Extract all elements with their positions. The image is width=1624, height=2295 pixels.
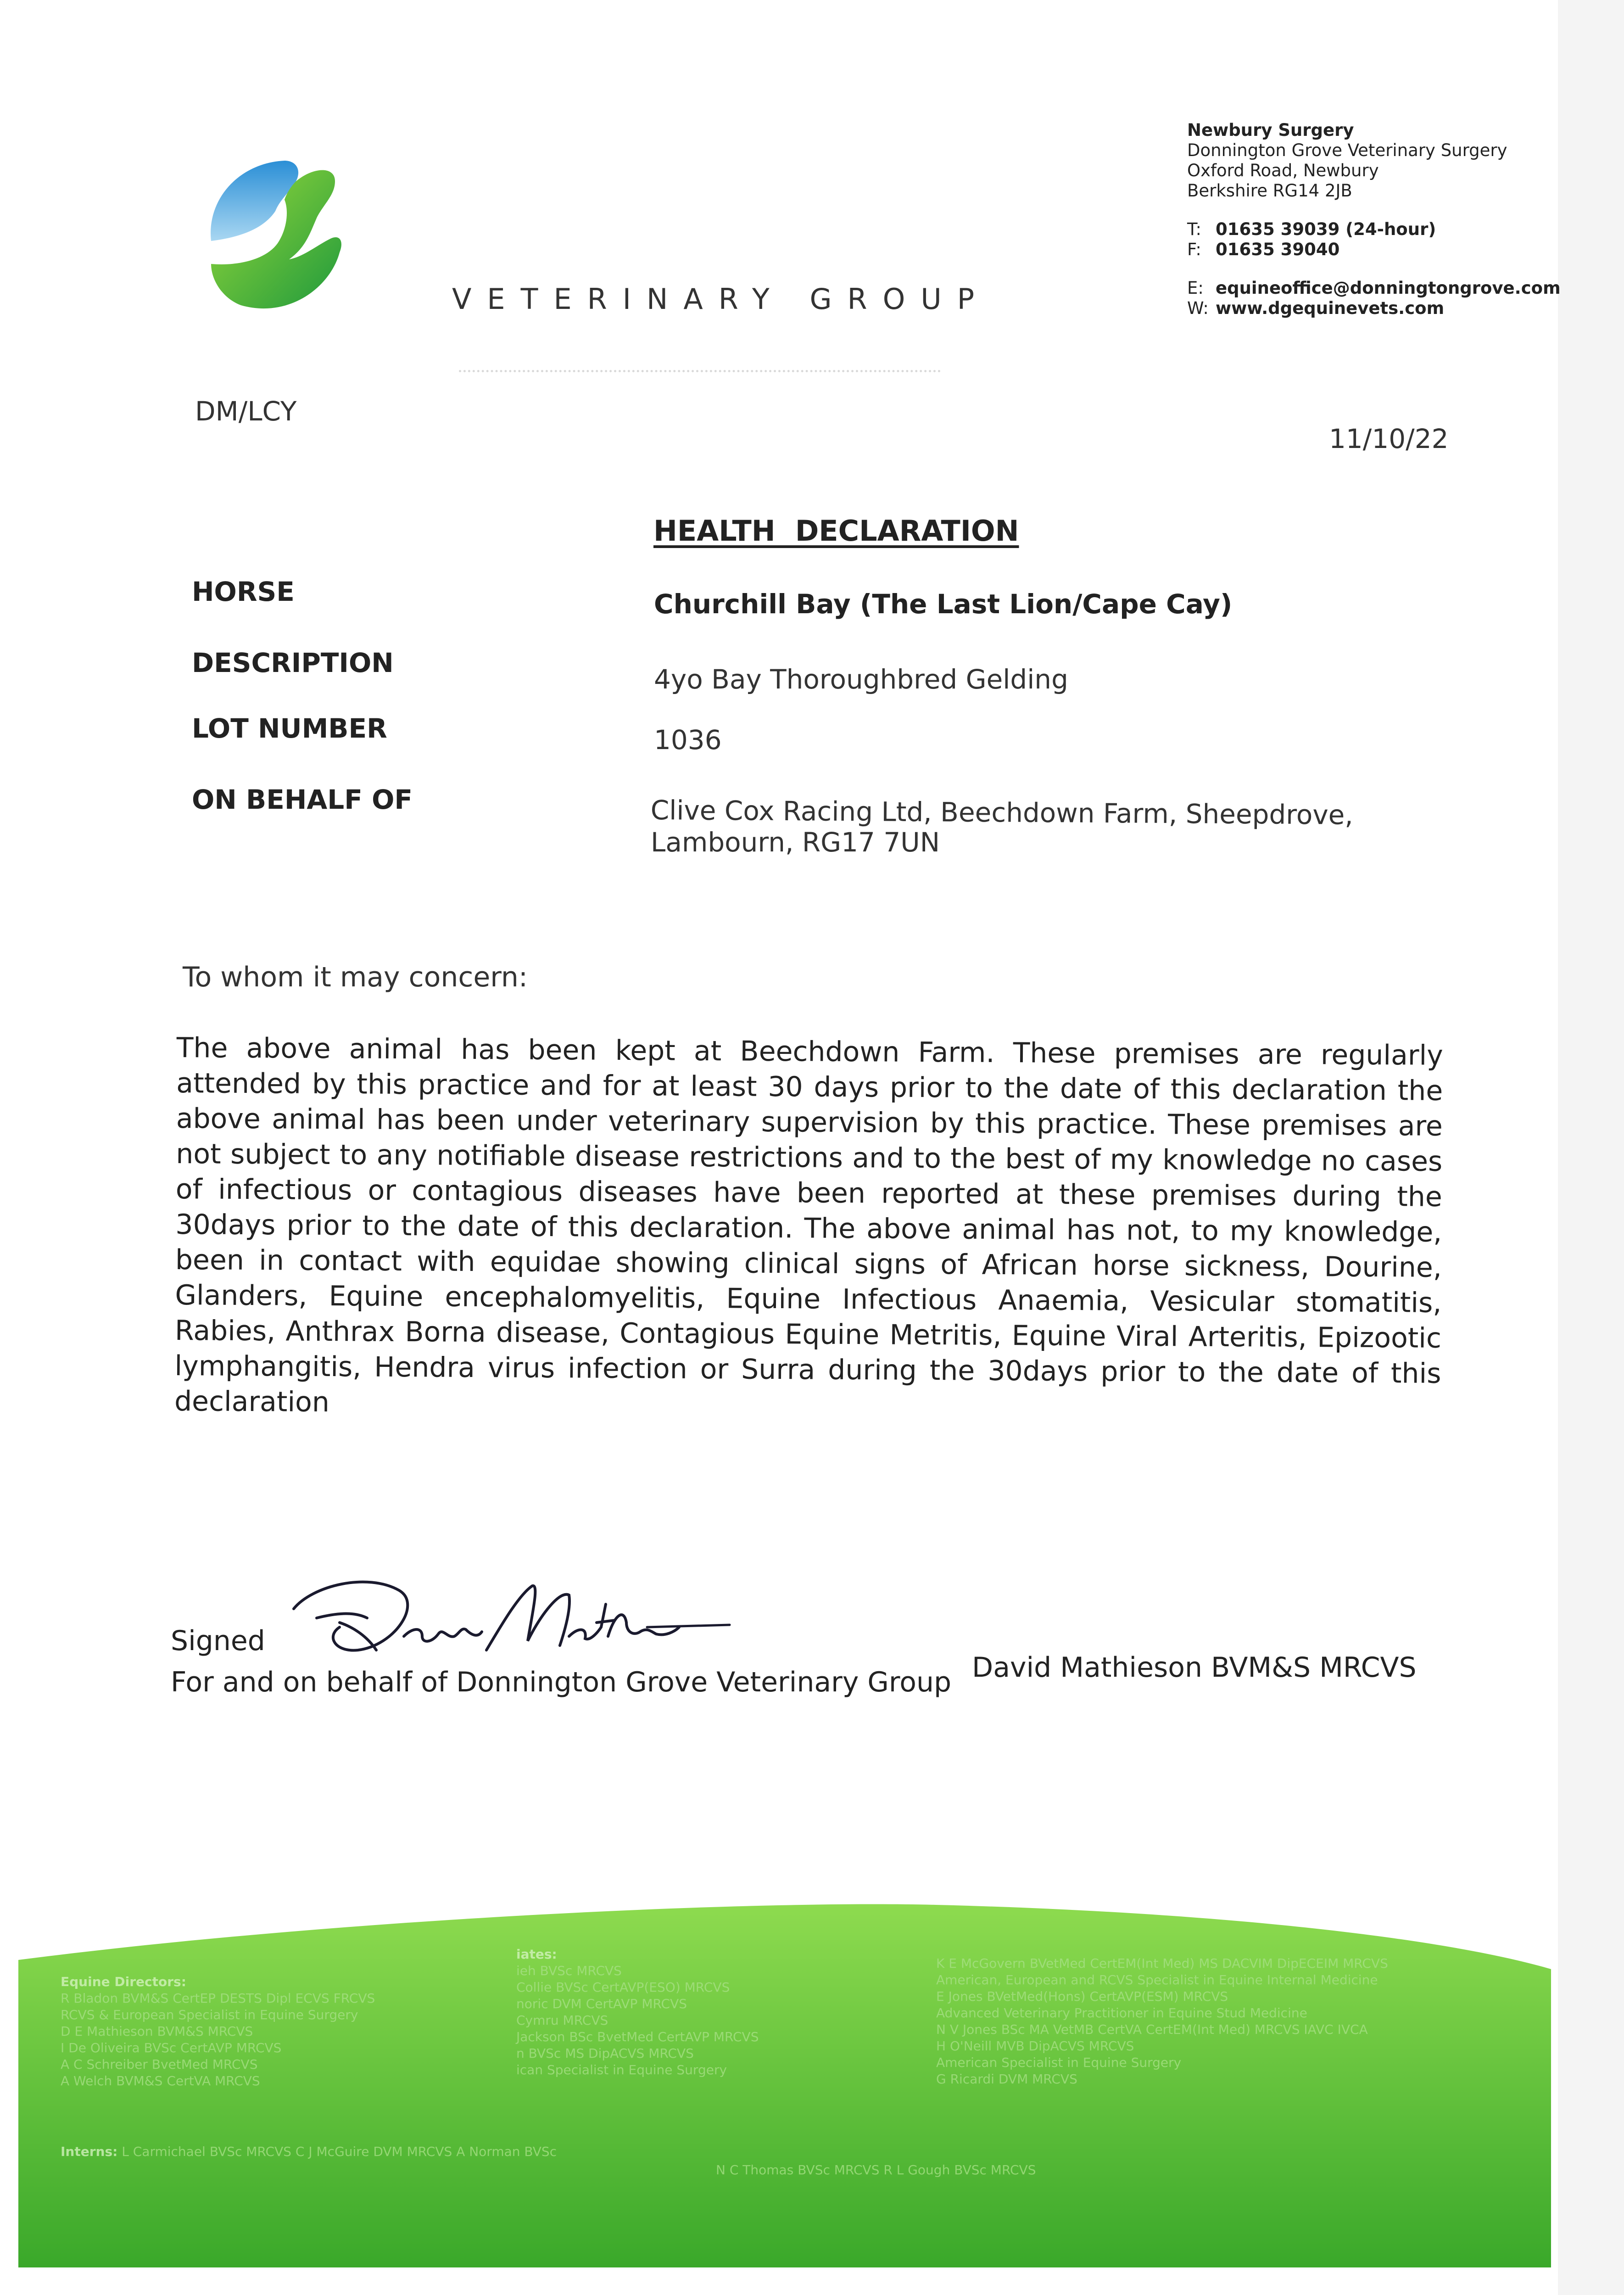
- declaration-body: The above animal has been kept at Beechdown Farm. These premises are regularly attended by this practice and for at least 30 days prior to the date of this declaration the above animal has been under veterinary supervision by this practice. These premises are not subject to any notifiable disease restrictions and to the best of my knowledge no cases of infectious or contagious diseases have been reported at these premises during the 30days prior to the date of this declaration. The above animal has not, to my knowledge, been in contact with equidae showing clinical signs of African horse sickness, Dourine, Glanders, Equine encephalomyelitis, Equine Infectious Anaemia, Vesicular stomatitis, Rabies, Anthrax Borna disease, Contagious Equine Metritis, Equine Viral Arteritis, Epizootic lymphangitis, Hendra virus infection or Surra during the 30days prior to the date of this declaration: [174, 1032, 1443, 1419]
- associates-heading: iates:: [516, 1947, 557, 1962]
- divider: [459, 370, 941, 372]
- web-label: W:: [1187, 298, 1209, 318]
- page-title: HEALTH DECLARATION: [653, 514, 1019, 548]
- specialist: N V Jones BSc MA VetMB CertVA CertEM(Int Med) MRCVS IAVC IVCA: [936, 2022, 1368, 2037]
- on-behalf-of-value: [651, 794, 1353, 858]
- signature: [285, 1558, 734, 1678]
- address-line-1: Donnington Grove Veterinary Surgery: [1187, 140, 1507, 160]
- telephone: [1187, 219, 1561, 240]
- interns-heading: Interns:: [61, 2144, 118, 2159]
- website: [1187, 298, 1561, 319]
- horse-head-logo-icon: [197, 149, 390, 333]
- address-line-3: Berkshire RG14 2JB: [1187, 181, 1352, 201]
- footer-specialists: [936, 1955, 1388, 2088]
- web-value: www.dgequinevets.com: [1216, 298, 1445, 318]
- director: I De Oliveira BVSc CertAVP MRCVS: [61, 2040, 282, 2055]
- specialist: G Ricardi DVM MRCVS: [936, 2071, 1077, 2087]
- directors-heading: Equine Directors:: [61, 1974, 186, 1989]
- address-block: [1187, 120, 1561, 319]
- salutation: To whom it may concern:: [183, 961, 528, 993]
- description-label: DESCRIPTION: [192, 647, 394, 678]
- behalf-line-2: Lambourn, RG17 7UN: [651, 827, 940, 858]
- footer-directors: [61, 1974, 375, 2089]
- address-line-2: Oxford Road, Newbury: [1187, 161, 1379, 180]
- specialist: American Specialist in Equine Surgery: [936, 2055, 1182, 2070]
- associate: ican Specialist in Equine Surgery: [516, 2062, 727, 2077]
- specialist: K E McGovern BVetMed CertEM(Int Med) MS DACVIM DipECEIM MRCVS: [936, 1956, 1388, 1971]
- footer-associates: [516, 1946, 759, 2078]
- fax-value: 01635 39040: [1216, 240, 1340, 259]
- associate: noric DVM CertAVP MRCVS: [516, 1996, 687, 2011]
- director: RCVS & European Specialist in Equine Surgery: [61, 2007, 358, 2022]
- interns-list: L Carmichael BVSc MRCVS C J McGuire DVM MRCVS A Norman BVSc: [122, 2144, 557, 2159]
- lot-number-value: 1036: [654, 724, 722, 756]
- horse-value: Churchill Bay (The Last Lion/Cape Cay): [654, 588, 1233, 620]
- letter-date: 11/10/22: [1329, 423, 1449, 454]
- director: A Welch BVM&S CertVA MRCVS: [61, 2073, 260, 2088]
- footer-interns-2: N C Thomas BVSc MRCVS R L Gough BVSc MRCVS: [716, 2162, 1036, 2177]
- email-value: equineoffice@donningtongrove.com: [1216, 278, 1561, 298]
- fax: [1187, 240, 1561, 260]
- director: D E Mathieson BVM&S MRCVS: [61, 2024, 253, 2039]
- on-behalf-of-label: ON BEHALF OF: [192, 784, 413, 815]
- director: A C Schreiber BvetMed MRCVS: [61, 2057, 258, 2072]
- associate: Cymru MRCVS: [516, 2013, 608, 2028]
- footer-interns: [61, 2144, 557, 2160]
- associate: n BVSc MS DipACVS MRCVS: [516, 2046, 694, 2061]
- associate: Collie BVSc CertAVP(ESO) MRCVS: [516, 1980, 730, 1995]
- specialist: E Jones BVetMed(Hons) CertAVP(ESM) MRCVS: [936, 1989, 1228, 2004]
- horse-label: HORSE: [192, 576, 295, 607]
- associate: ieh BVSc MRCVS: [516, 1963, 622, 1978]
- specialist: Advanced Veterinary Practitioner in Equine Stud Medicine: [936, 2005, 1307, 2021]
- email: [1187, 278, 1561, 298]
- reference: DM/LCY: [195, 396, 297, 427]
- associate: Jackson BSc BvetMed CertAVP MRCVS: [516, 2029, 759, 2044]
- director: R Bladon BVM&S CertEP DESTS Dipl ECVS FRCVS: [61, 1991, 375, 2006]
- specialist: H O'Neill MVB DipACVS MRCVS: [936, 2038, 1134, 2054]
- tel-value: 01635 39039 (24-hour): [1216, 219, 1436, 239]
- email-label: E:: [1187, 278, 1204, 298]
- group-name: VETERINARY GROUP: [452, 282, 990, 316]
- specialist: American, European and RCVS Specialist in Equine Internal Medicine: [936, 1972, 1378, 1987]
- lot-number-label: LOT NUMBER: [192, 713, 387, 744]
- on-behalf-line: For and on behalf of Donnington Grove Veterinary Group: [171, 1666, 952, 1698]
- signer-name: David Mathieson BVM&S MRCVS: [972, 1651, 1417, 1684]
- page-edge: [1558, 0, 1624, 2295]
- fax-label: F:: [1187, 240, 1201, 259]
- signed-label: Signed: [171, 1625, 265, 1657]
- surgery-name: Newbury Surgery: [1187, 120, 1354, 140]
- description-value: 4yo Bay Thoroughbred Gelding: [654, 664, 1068, 695]
- tel-label: T:: [1187, 219, 1202, 239]
- behalf-line-1: Clive Cox Racing Ltd, Beechdown Farm, Sheepdrove,: [650, 795, 1354, 831]
